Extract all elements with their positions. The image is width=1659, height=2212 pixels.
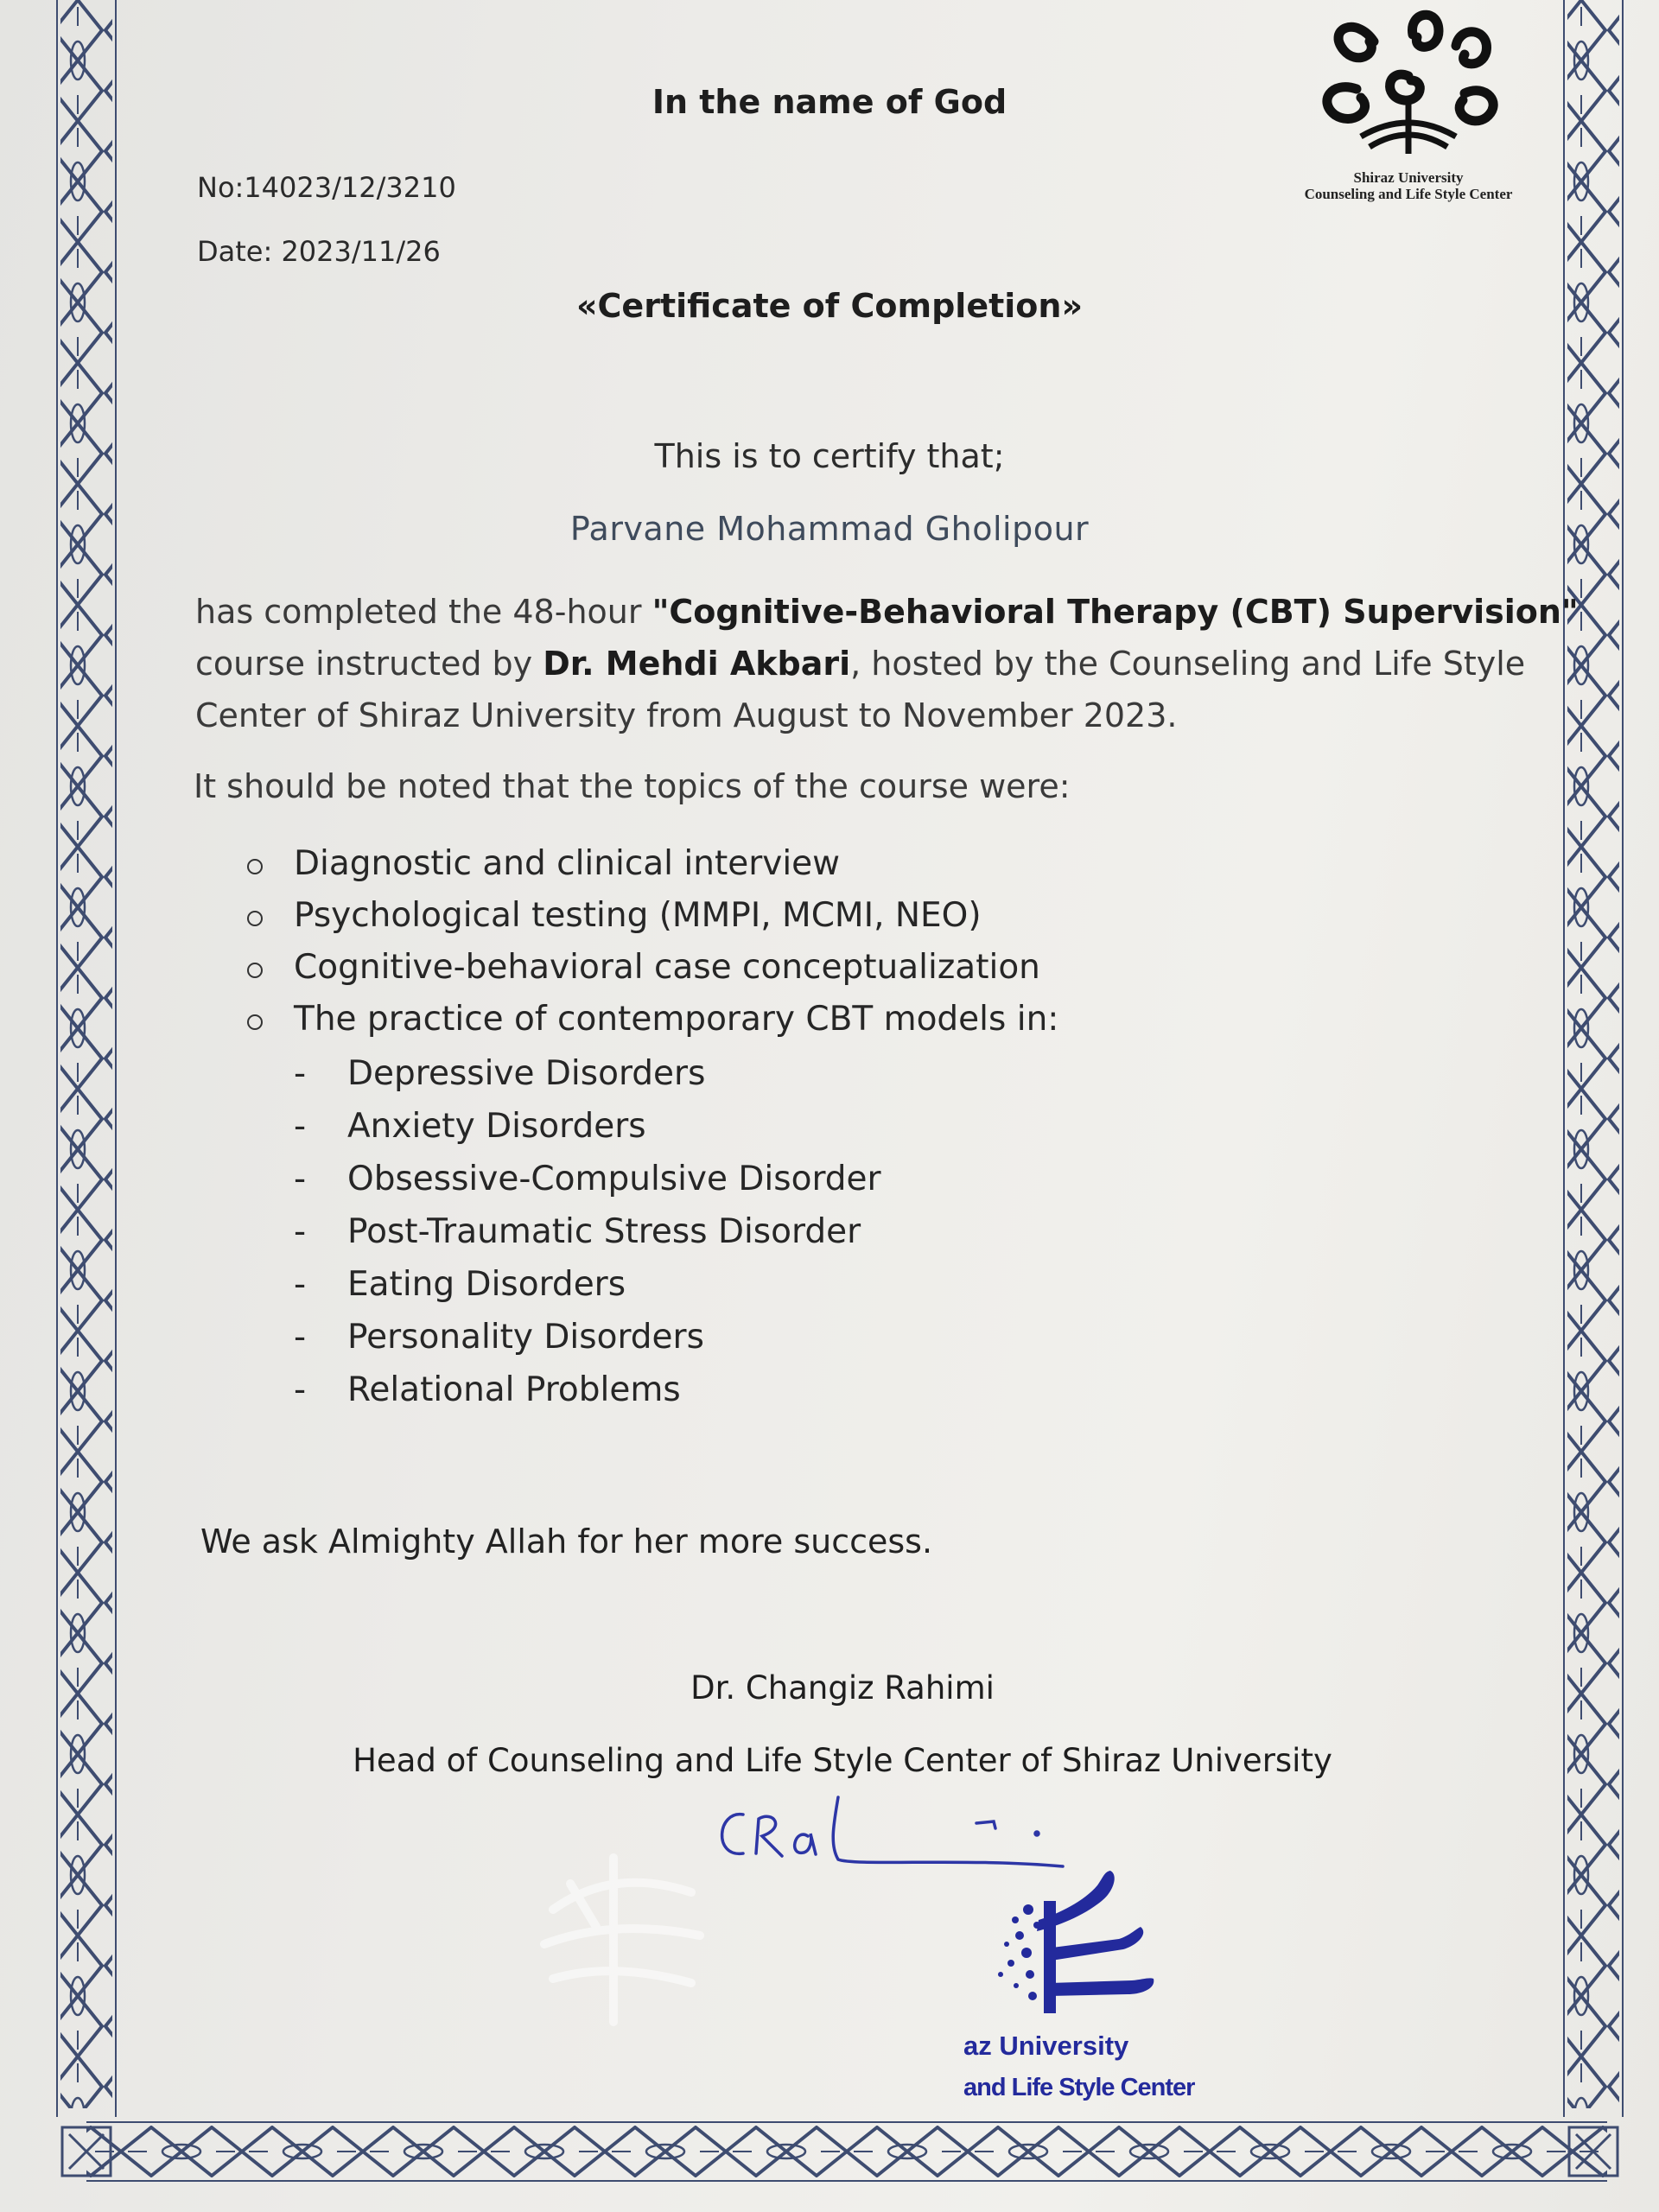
subtopic-label: Eating Disorders [347, 1265, 626, 1304]
topics-list [242, 838, 1058, 1046]
stamp-logo-icon [959, 1866, 1166, 2022]
circle-bullet-icon [247, 1014, 263, 1030]
logo-caption [1270, 169, 1547, 202]
circle-bullet-icon [247, 963, 263, 978]
subtopic-label: Obsessive-Compulsive Disorder [347, 1160, 881, 1198]
list-item [242, 994, 1058, 1046]
subtopic-label: Personality Disorders [347, 1318, 704, 1357]
subtopic-label: Post-Traumatic Stress Disorder [347, 1212, 861, 1251]
topic-label: Diagnostic and clinical interview [294, 844, 841, 883]
topic-label: The practice of contemporary CBT models in: [294, 1000, 1059, 1039]
body-line-1 [195, 586, 1579, 638]
list-item [294, 1363, 881, 1416]
stamp-line1: az University [963, 2031, 1129, 2061]
list-item [294, 1047, 881, 1100]
list-item [242, 838, 1058, 890]
topic-label: Cognitive-behavioral case conceptualization [294, 948, 1040, 987]
dash-marker: - [294, 1318, 307, 1357]
body-line-2-pre: course instructed by [195, 645, 543, 683]
list-item [242, 942, 1058, 994]
body-line-2-post: , hosted by the Counseling and Life Style [850, 645, 1526, 683]
completion-paragraph [195, 586, 1579, 741]
invocation-heading: In the name of God [652, 83, 1007, 121]
subtopic-label: Relational Problems [347, 1370, 681, 1409]
circle-bullet-icon [247, 859, 263, 874]
signatory-name: Dr. Changiz Rahimi [690, 1669, 995, 1707]
course-name: "Cognitive-Behavioral Therapy (CBT) Supervision" [652, 593, 1579, 631]
document-date: Date: 2023/11/26 [197, 235, 441, 268]
body-line-3: Center of Shiraz University from August to November 2023. [195, 696, 1178, 734]
dash-marker: - [294, 1107, 307, 1146]
dash-marker: - [294, 1265, 307, 1304]
logo-caption-line2: Counseling and Life Style Center [1304, 186, 1513, 202]
list-item [294, 1311, 881, 1363]
topic-label: Psychological testing (MMPI, MCMI, NEO) [294, 896, 982, 935]
certificate-title: «Certificate of Completion» [576, 287, 1083, 325]
dash-marker: - [294, 1054, 307, 1093]
stamp-text [963, 2025, 1194, 2108]
embossed-seal-icon [484, 1832, 743, 2056]
subtopic-label: Depressive Disorders [347, 1054, 706, 1093]
university-logo-icon [1309, 7, 1508, 162]
list-item [294, 1100, 881, 1153]
dash-marker: - [294, 1212, 307, 1251]
body-line-2 [195, 638, 1579, 690]
circle-bullet-icon [247, 911, 263, 926]
list-item [294, 1153, 881, 1205]
certify-line: This is to certify that; [654, 437, 1005, 475]
list-item [294, 1258, 881, 1311]
document-number: No:14023/12/3210 [197, 171, 456, 204]
topics-intro: It should be noted that the topics of the course were: [194, 767, 1071, 805]
subtopic-label: Anxiety Disorders [347, 1107, 646, 1146]
dash-marker: - [294, 1370, 307, 1409]
closing-line: We ask Almighty Allah for her more success. [200, 1522, 933, 1560]
body-line-1-text: has completed the 48-hour [195, 593, 652, 631]
dash-marker: - [294, 1160, 307, 1198]
list-item [242, 890, 1058, 942]
stamp-line2: and Life Style Center [963, 2074, 1195, 2101]
logo-caption-line1: Shiraz University [1353, 169, 1464, 186]
recipient-name: Parvane Mohammad Gholipour [569, 510, 1090, 548]
subtopics-list [294, 1047, 881, 1416]
signatory-title: Head of Counseling and Life Style Center of Shiraz University [353, 1742, 1332, 1779]
instructor-name: Dr. Mehdi Akbari [543, 645, 851, 683]
list-item [294, 1205, 881, 1258]
